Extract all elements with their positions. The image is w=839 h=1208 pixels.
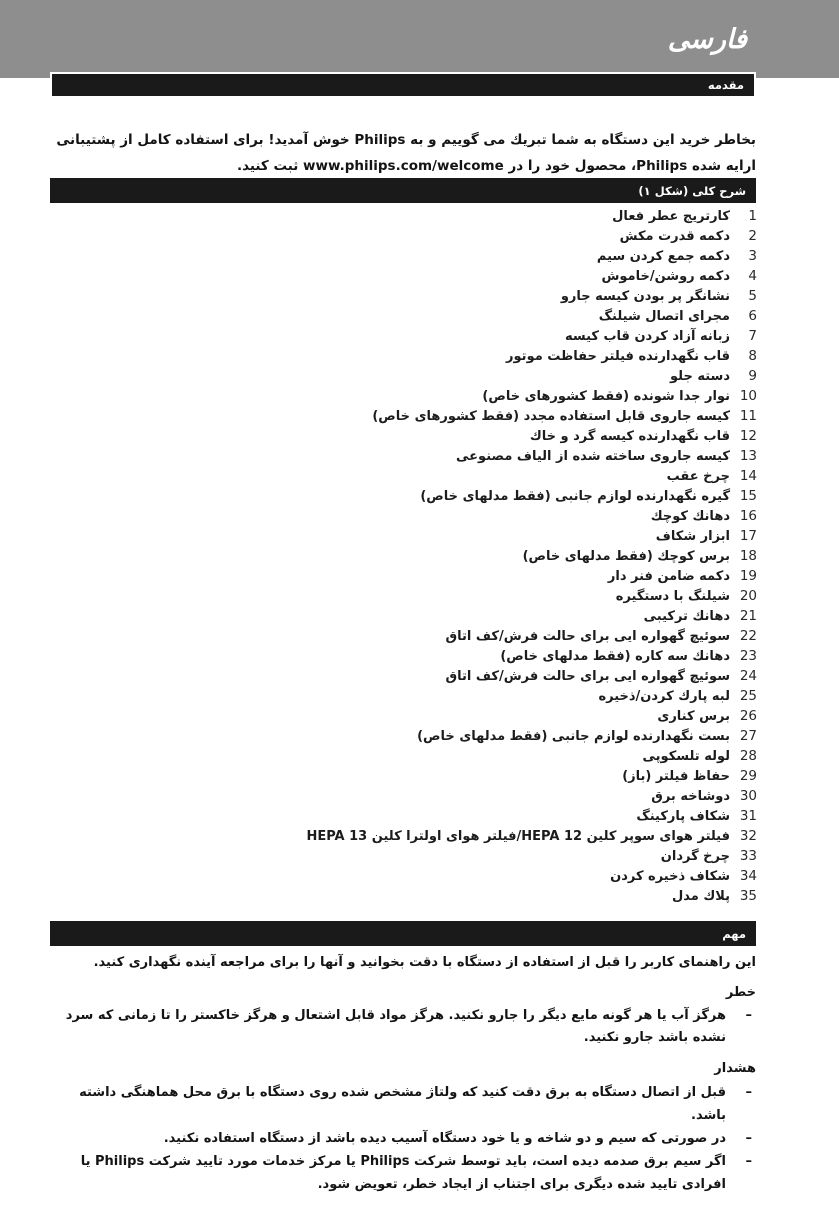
list-item	[55, 806, 757, 826]
list-item	[55, 746, 757, 766]
part-label: دهانك سه كاره (فقط مدلهای خاص)	[500, 648, 730, 664]
section-bar-important	[50, 921, 756, 946]
part-number: 6	[748, 308, 757, 324]
part-number: 11	[739, 408, 757, 424]
part-number: 28	[739, 748, 757, 764]
part-number: 4	[748, 268, 757, 284]
part-number: 22	[739, 628, 757, 644]
list-item	[55, 446, 757, 466]
part-number: 30	[739, 788, 757, 804]
part-label: كیسه جاروی قابل استفاده مجدد (فقط كشورهای خاص)	[372, 408, 730, 424]
part-label: مجرای اتصال شیلنگ	[598, 308, 730, 324]
section-bar-introduction-label: مقدمه	[707, 78, 744, 92]
section-bar-general-description	[50, 178, 756, 203]
part-label: سوئیچ گهواره ایی برای حالت فرش/كف اتاق	[445, 628, 730, 644]
part-label: گیره نگهدارنده لوازم جانبی (فقط مدلهای خاص)	[420, 488, 730, 504]
warning-list	[56, 1081, 756, 1196]
part-number: 33	[739, 848, 757, 864]
list-item	[55, 766, 757, 786]
dash-bullet: –	[745, 1154, 752, 1169]
list-item-text: هرگز آب یا هر گونه مایع دیگر را جارو نكنید. هرگز مواد قابل اشتعال و هرگز خاكستر را تا زمانی كه سرد نشده باشد جارو نكنید.	[65, 1008, 726, 1045]
section-bar-important-label: مهم	[722, 926, 746, 941]
part-label: دكمه جمع كردن سیم	[596, 248, 730, 264]
part-number: 12	[739, 428, 757, 444]
list-item	[55, 586, 757, 606]
introduction-paragraph: بخاطر خرید این دستگاه به شما تبریك می گوییم و به Philips خوش آمدید! برای استفاده كامل از پشتیبانی ارایه شده Philips، محصول خود را در www.philips.com/welcome ثبت كنید.	[56, 131, 756, 174]
list-item	[55, 706, 757, 726]
part-label: دكمه روشن/خاموش	[601, 268, 730, 284]
part-number: 21	[739, 608, 757, 624]
list-item	[55, 846, 757, 866]
list-item	[55, 666, 757, 686]
part-label: برس كوچك (فقط مدلهای خاص)	[522, 548, 730, 564]
part-number: 31	[739, 808, 757, 824]
part-label: شكاف ذخیره كردن	[610, 868, 730, 884]
part-label: دسته جلو	[670, 368, 730, 384]
list-item-text: قبل از اتصال دستگاه به برق دقت كنید كه ولتاژ مشخص شده روی دستگاه با برق محل هماهنگی داشته باشد.	[79, 1085, 726, 1123]
language-title: فارسی	[667, 24, 747, 55]
part-number: 17	[739, 528, 757, 544]
part-label: نشانگر پر بودن كیسه جارو	[560, 288, 730, 304]
part-number: 20	[739, 588, 757, 604]
list-item	[55, 866, 757, 886]
part-label: دهانك تركیبی	[643, 608, 730, 624]
part-number: 16	[739, 508, 757, 524]
part-label: شكاف پاركینگ	[636, 808, 730, 824]
list-item	[55, 486, 757, 506]
part-label: شیلنگ با دستگیره	[615, 588, 730, 604]
part-number: 19	[739, 568, 757, 584]
part-label: ابزار شكاف	[655, 528, 730, 544]
list-item	[55, 466, 757, 486]
part-number: 14	[739, 468, 757, 484]
part-number: 7	[748, 328, 757, 344]
list-item	[55, 546, 757, 566]
list-item	[55, 306, 757, 326]
list-item-text: اگر سیم برق صدمه دیده است، باید توسط شركت Philips یا مركز خدمات مورد تایید شركت Philips یا افرادی تایید شده دیگری برای اجتناب از ایجاد خطر، تعویض شود.	[80, 1154, 726, 1192]
language-header-band	[0, 0, 839, 78]
part-label: دوشاخه برق	[651, 788, 730, 804]
list-item	[55, 426, 757, 446]
part-label: كیسه جاروی ساخته شده از الیاف مصنوعی	[456, 448, 730, 464]
dash-bullet: –	[745, 1085, 752, 1100]
part-label: دكمه ضامن فنر دار	[607, 568, 730, 584]
important-intro-paragraph: این راهنمای كاربر را قبل از استفاده از دستگاه با دقت بخوانید و آنها را برای مراجعه آینده نگهداری كنید.	[93, 955, 756, 970]
part-number: 26	[739, 708, 757, 724]
parts-list	[55, 206, 757, 906]
part-label: پلاك مدل	[671, 888, 730, 904]
list-item	[55, 526, 757, 546]
list-item	[55, 366, 757, 386]
list-item	[56, 1081, 756, 1127]
part-label: حفاظ فیلتر (باز)	[622, 768, 730, 784]
part-number: 3	[748, 248, 757, 264]
list-item	[55, 606, 757, 626]
list-item	[55, 286, 757, 306]
list-item-text: در صورتی كه سیم و دو شاخه و یا خود دستگاه آسیب دیده باشد از دستگاه استفاده نكنید.	[163, 1131, 726, 1146]
list-item	[56, 1127, 756, 1150]
list-item	[55, 206, 757, 226]
part-label: قاب نگهدارنده فیلتر حفاظت موتور	[506, 348, 730, 364]
list-item	[55, 686, 757, 706]
list-item	[55, 886, 757, 906]
part-number: 1	[748, 208, 757, 224]
list-item	[55, 826, 757, 846]
part-number: 2	[748, 228, 757, 244]
section-bar-introduction	[50, 72, 756, 98]
part-number: 35	[739, 888, 757, 904]
part-number: 18	[739, 548, 757, 564]
important-section	[56, 955, 756, 1208]
list-item	[55, 626, 757, 646]
part-number: 9	[748, 368, 757, 384]
part-number: 24	[739, 668, 757, 684]
list-item	[56, 1150, 756, 1196]
part-number: 34	[739, 868, 757, 884]
part-label: نوار جدا شونده (فقط كشورهای خاص)	[482, 388, 730, 404]
part-label: قاب نگهدارنده كیسه گرد و خاك	[529, 428, 730, 444]
part-label: كارتریج عطر فعال	[612, 208, 730, 224]
list-item	[55, 406, 757, 426]
part-label: دهانك كوچك	[650, 508, 730, 524]
part-label: سوئیچ گهواره ایی برای حالت فرش/كف اتاق	[445, 668, 730, 684]
danger-list	[56, 1005, 756, 1049]
list-item	[56, 1005, 756, 1049]
part-label: زبانه آزاد كردن قاب كیسه	[564, 328, 730, 344]
list-item	[55, 326, 757, 346]
section-bar-general-description-label: شرح كلی (شكل ۱)	[638, 183, 746, 198]
list-item	[55, 646, 757, 666]
part-label: برس كناری	[657, 708, 730, 724]
list-item	[55, 506, 757, 526]
list-item	[55, 566, 757, 586]
part-label: دكمه قدرت مكش	[619, 228, 730, 244]
dash-bullet: –	[745, 1008, 752, 1023]
list-item	[55, 786, 757, 806]
part-label: فیلتر هوای سوپر كلین HEPA 12/فیلتر هوای اولترا كلین HEPA 13	[306, 828, 730, 844]
part-label: لوله تلسكوپی	[642, 748, 730, 764]
part-number: 23	[739, 648, 757, 664]
dash-bullet: –	[745, 1131, 752, 1146]
warning-heading: هشدار	[714, 1061, 756, 1076]
part-number: 32	[739, 828, 757, 844]
danger-heading: خطر	[725, 985, 756, 1000]
list-item	[55, 346, 757, 366]
part-number: 13	[739, 448, 757, 464]
part-label: بست نگهدارنده لوازم جانبی (فقط مدلهای خاص)	[417, 728, 730, 744]
part-label: لبه پارك كردن/ذخیره	[598, 688, 730, 704]
part-number: 25	[739, 688, 757, 704]
part-label: چرخ گردان	[660, 848, 730, 864]
list-item	[55, 226, 757, 246]
list-item	[55, 726, 757, 746]
list-item	[55, 266, 757, 286]
part-number: 27	[739, 728, 757, 744]
list-item	[55, 246, 757, 266]
part-number: 15	[739, 488, 757, 504]
part-label: چرخ عقب	[666, 468, 730, 484]
list-item	[55, 386, 757, 406]
part-number: 5	[748, 288, 757, 304]
part-number: 10	[739, 388, 757, 404]
part-number: 29	[739, 768, 757, 784]
part-number: 8	[748, 348, 757, 364]
